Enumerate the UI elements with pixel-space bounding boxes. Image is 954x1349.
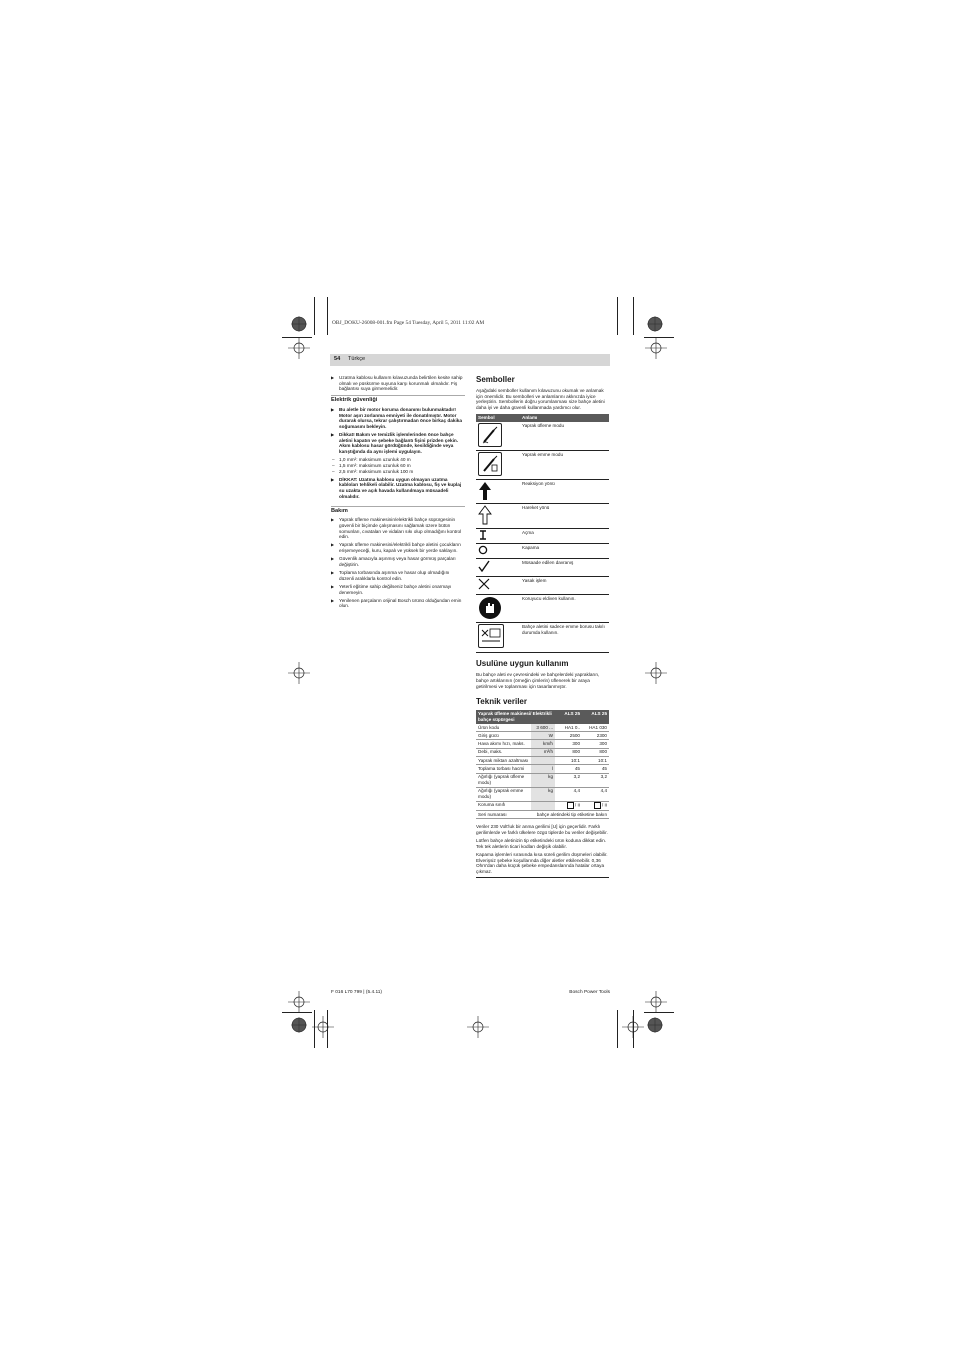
allowed-check-icon [478, 568, 490, 573]
table-header: Sembol [476, 414, 520, 422]
symbol-meaning: Müsaade edilen davranış [520, 558, 609, 576]
registration-dot-icon [647, 1017, 663, 1033]
row-value: 10:1 [555, 756, 582, 764]
row-value: bahçe aletindeki tip etiketine bakın [531, 811, 609, 819]
section-title: Usulüne uygun kullanım [476, 659, 569, 669]
registration-dot-icon [647, 316, 663, 332]
table-row [476, 732, 609, 740]
row-label: Ürün kodu [476, 724, 531, 732]
row-value: 2500 [555, 732, 582, 740]
registration-dot-icon [291, 1017, 307, 1033]
symbol-meaning: Hareket yönü [520, 504, 609, 529]
leaf-vacuum-icon [478, 452, 502, 476]
row-unit: 3 600 ... [531, 724, 555, 732]
table-row [476, 811, 609, 819]
registration-crosshair-icon [645, 662, 667, 684]
bullet-text: ▶ Yaprak üfleme makinesinin/elektrikli bahçe süpürgesinin güvenli bir biçimde çalışmasını sağlamak üzere bütün somunları, cıvataları ve vidaları sıkı olup olmadığını kontrol edin. [331, 517, 465, 540]
paragraph: Veriler 230 Volt'luk bir anma gerilimi [U] için geçerlidir. Farklı gerilimlerde ve farklı ülkelere özgü tiplerde bu veriler değişebilir. [476, 824, 608, 836]
reaction-direction-icon [478, 497, 492, 502]
page-language: Türkçe [348, 356, 366, 362]
registration-crosshair-icon [312, 1016, 334, 1038]
crop-line [314, 297, 315, 335]
table-row [476, 576, 609, 594]
symbol-meaning: Açma [520, 529, 609, 544]
bullet-text: ▶ DİKKAT: Uzatma kablosu uygun olmayan uzatma kabloları tehlikeli olabilir. Uzatma kablosu, fiş ve kuplaj su uzakta ve açık havada kullanılmaya müsaadeli olmalıdır. [331, 477, 465, 500]
row-value: 45 [582, 765, 609, 773]
crop-line [633, 297, 634, 335]
table-row [476, 773, 609, 787]
row-value: 3,2 [582, 773, 609, 787]
movement-direction-icon [478, 521, 492, 526]
registration-crosshair-icon [288, 337, 310, 359]
print-header: OBJ_DOKU-26008-001.fm Page 54 Tuesday, April 5, 2011 11:02 AM [332, 320, 485, 326]
table-row [476, 756, 609, 764]
paragraph: Kapama işlemleri sırasında kısa süreli gerilim düşmeleri olabilir. Elverişsiz şebeke koşullarında diğer aletler etkilenebilir. 0,36 Ohm'dan daha küçük şebeke empedanslarında hatalar ortaya çıkmaz. [476, 852, 609, 878]
paragraph: Aşağıdaki semboller kullanım kılavuzunu okumak ve anlamak için önemlidir. Bu sembolleri ve anlamlarını aklınızda iyice yerleştirin. Sembollerin doğru yorumlanması size bahçe aletini daha iyi ve daha güvenli kullanmada yardımcı olur. [476, 388, 605, 411]
row-label: Ağırlığı (yaprak emme modu) [476, 787, 531, 801]
table-header: Yaprak üfleme makinesi/ Elektrikli bahçe süpürgesi [476, 710, 555, 723]
bullet-text: ▶ Yeterli eğitime sahip değilseniz bahçe aletini onarmayı denemeyin. [331, 584, 465, 595]
table-header: ALS 25 [555, 710, 582, 723]
row-label: Yaprak miktarı azaltması [476, 756, 531, 764]
footer-brand: Bosch Power Tools [569, 990, 610, 995]
table-row [476, 740, 609, 748]
page-header-bar [330, 354, 610, 366]
table-row [476, 504, 609, 529]
section-title: Teknik veriler [476, 697, 527, 707]
row-unit: l [531, 765, 555, 773]
row-unit [531, 801, 555, 811]
row-label: Seri numarası [476, 811, 531, 819]
crop-line [327, 297, 328, 335]
collector-bag-icon [478, 624, 504, 648]
paragraph: Bu bahçe aleti ev çevresindeki ve bahçelerdeki yaprakların, bahçe artıklarının (örneğin çimlerin) üflenerek bir araya getirilmesi ve toplanması için tasarlanmıştır. [476, 672, 600, 689]
row-value: 45 [555, 765, 582, 773]
off-icon [478, 551, 488, 556]
row-value: 4,4 [582, 787, 609, 801]
row-label: Giriş gücü [476, 732, 531, 740]
symbol-meaning: Yaprak üfleme modu [520, 422, 609, 451]
gloves-icon [478, 616, 502, 621]
row-value: 800 [582, 748, 609, 756]
row-label: Koruma sınıfı [476, 801, 531, 811]
tech-data-table [476, 710, 609, 819]
table-row [476, 479, 609, 504]
section-heading: Bakım [331, 506, 465, 515]
row-value-text: / II [574, 803, 580, 809]
row-value: HA1 030 [582, 724, 609, 732]
protection-class-icon [594, 802, 601, 809]
leaf-blow-icon [478, 423, 502, 447]
row-value: 300 [582, 740, 609, 748]
row-value: 2300 [582, 732, 609, 740]
table-header: ALS 25 [582, 710, 609, 723]
table-row [476, 529, 609, 544]
table-row [476, 748, 609, 756]
symbol-meaning: Koruyucu eldiven kullanın. [520, 594, 609, 623]
footer-doc-code: F 016 L70 799 | (5.4.11) [331, 990, 383, 995]
registration-crosshair-icon [467, 1016, 489, 1038]
page-number: 54 [334, 356, 341, 362]
row-unit: m³/h [531, 748, 555, 756]
registration-crosshair-icon [645, 991, 667, 1013]
symbol-meaning: Yaprak emme modu [520, 451, 609, 480]
row-value [582, 801, 609, 811]
symbol-meaning: Bahçe aletini sadece emme borusu takılı durumda kullanın. [520, 623, 609, 653]
row-unit [531, 756, 555, 764]
list-item: – 1,0 mm²: maksimum uzunluk 40 m [331, 457, 465, 463]
right-column [476, 375, 609, 880]
symbol-meaning: Reaksiyon yönü [520, 479, 609, 504]
row-unit: km/h [531, 740, 555, 748]
row-label: Hava akımı hızı, maks. [476, 740, 531, 748]
row-value [555, 801, 582, 811]
row-label: Ağırlığı (yaprak üfleme modu) [476, 773, 531, 787]
bullet-text: ▶ Güvenlik amacıyla aşınmış veya hasar görmüş parçaları değiştirin. [331, 556, 465, 567]
crop-line [617, 297, 618, 335]
crop-line [617, 1010, 618, 1048]
table-row [476, 765, 609, 773]
symbol-meaning: Yasak işlem [520, 576, 609, 594]
table-row [476, 724, 609, 732]
row-value: 3,2 [555, 773, 582, 787]
symbol-meaning: Kapama [520, 543, 609, 558]
row-unit: kg [531, 773, 555, 787]
bullet-text: ▶ Yenilenen parçaların orijinal Bosch ürünü olduğundan emin olun. [331, 598, 465, 609]
bullet-text: ▶ Uzatma kablosu kullanım kılavuzunda belirtilen kesite sahip olmalı ve püskürme suyuna karşı korunmalı olmalıdır. Fiş bağlantısı suya girmemelidir. [331, 375, 465, 392]
symbol-table [476, 414, 609, 653]
bullet-text: ▶ Yaprak üfleme makinesini/elektrikli bahçe aletini çocukların erişemeyeceği, kuru, kapalı ve yüksek bir yerde saklayın. [331, 542, 465, 553]
row-value: HA1 0.. [555, 724, 582, 732]
table-row [476, 558, 609, 576]
section-heading: Elektrik güvenliği [331, 395, 465, 404]
bullet-text: ▶ Bu aletle bir motor koruma donanımı bulunmaktadır! Motor aşırı zorlanma emniyeti ile donatılmıştır. Motor durarak olursa, tekrar çalıştırmadan önce birkaç dakika soğumasını bekleyin. [331, 407, 465, 430]
table-row [476, 787, 609, 801]
forbidden-cross-icon [478, 586, 490, 591]
row-value: 300 [555, 740, 582, 748]
paragraph: Lütfen bahçe aletinizin tip etiketindeki ürün koduna dikkat edin. Tek tek aletlerin ticari kodları değişik olabilir. [476, 838, 607, 849]
list-item: – 1,5 mm²: maksimum uzunluk 60 m [331, 463, 465, 469]
registration-crosshair-icon [645, 337, 667, 359]
table-row [476, 623, 609, 653]
registration-dot-icon [291, 316, 307, 332]
on-icon [478, 536, 488, 541]
row-value: 800 [555, 748, 582, 756]
table-row [476, 801, 609, 811]
table-row [476, 594, 609, 623]
row-unit: W [531, 732, 555, 740]
bullet-text: ▶ Toplama torbasında aşınma ve hasar olup olmadığını düzenli aralıklarla kontrol edin. [331, 570, 465, 581]
section-title: Semboller [476, 375, 515, 384]
table-row [476, 422, 609, 451]
registration-crosshair-icon [622, 1016, 644, 1038]
bullet-text: ▶ Dikkat! Bakım ve temizlik işlemlerinden önce bahçe aletini kapatın ve şebeke bağlantı fişini prizden çekin. Akım kablosu hasar gördüğünde, kesildiğinde veya karıştığında da aynı işlemi uygulayın. [331, 432, 465, 455]
list-item: – 2,5 mm²: maksimum uzunluk 100 m [331, 469, 465, 475]
table-row [476, 451, 609, 480]
row-unit: kg [531, 787, 555, 801]
registration-crosshair-icon [288, 991, 310, 1013]
row-value-text: / II [601, 803, 607, 809]
protection-class-icon [567, 802, 574, 809]
row-label: Toplama torbası hacmi [476, 765, 531, 773]
left-column [331, 375, 465, 611]
registration-crosshair-icon [288, 662, 310, 684]
row-value: 4,4 [555, 787, 582, 801]
table-row [476, 543, 609, 558]
row-label: Debi, maks. [476, 748, 531, 756]
table-header: Anlamı [520, 414, 609, 422]
row-value: 10:1 [582, 756, 609, 764]
